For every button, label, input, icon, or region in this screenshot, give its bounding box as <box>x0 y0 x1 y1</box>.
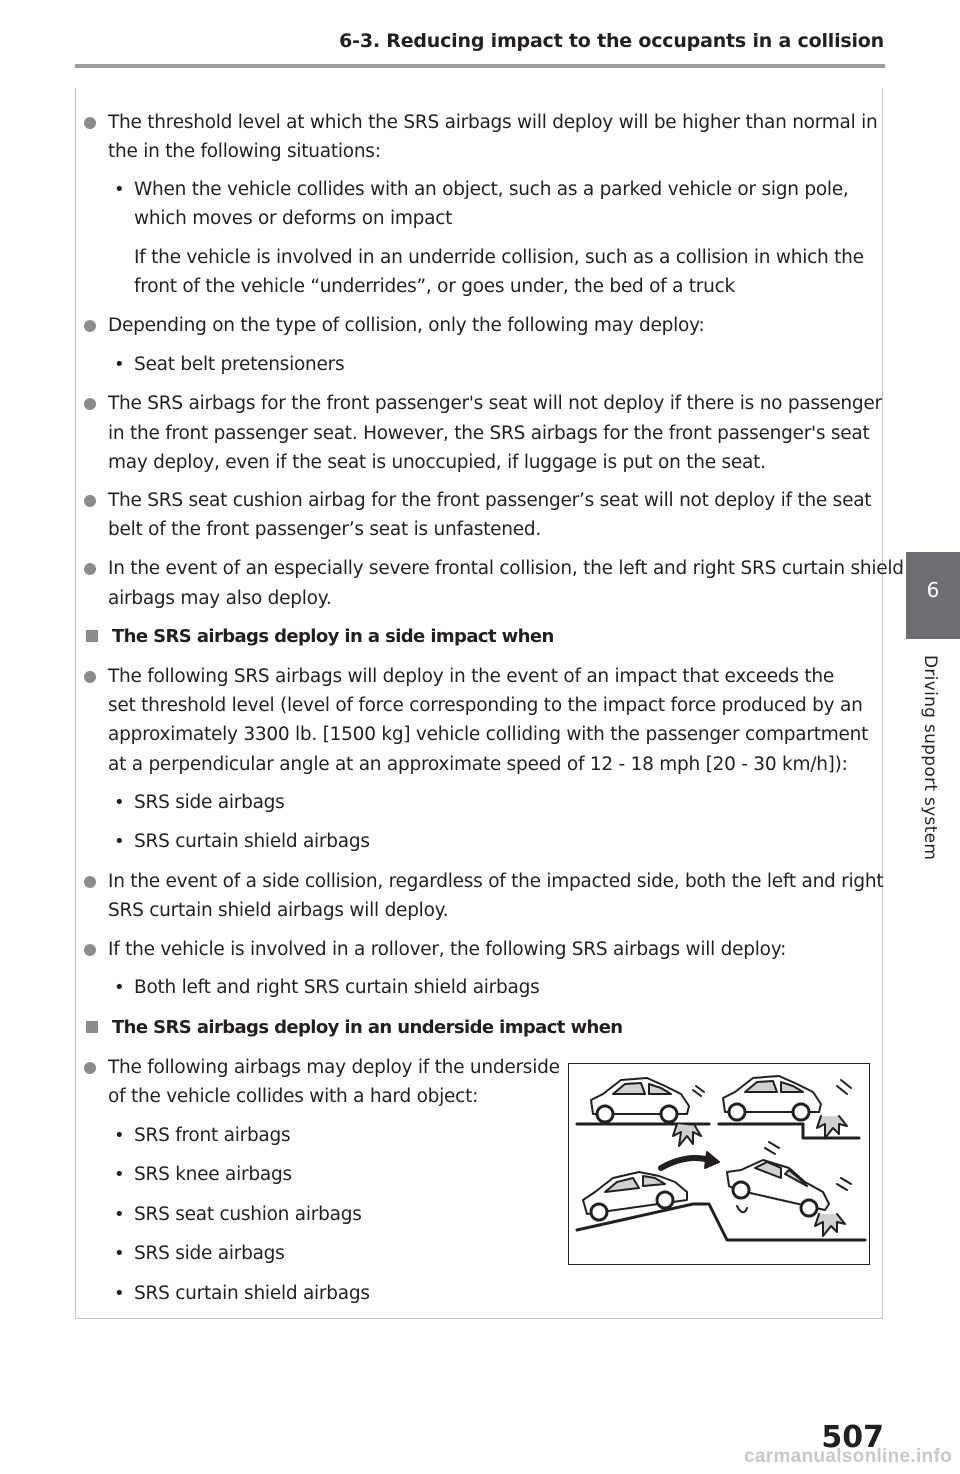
paragraph-line: SRS side airbags <box>134 1243 285 1264</box>
paragraph-line: In the event of an especially severe frontal collision, the left and right SRS curtain shield <box>108 558 904 579</box>
paragraph-line: Seat belt pretensioners <box>134 354 345 375</box>
sub-bullet-icon: • <box>114 1243 125 1264</box>
paragraph-line: in the front passenger seat. However, the SRS airbags for the front passenger's seat <box>108 423 870 444</box>
section-marker-icon <box>86 630 98 642</box>
paragraph-line: Depending on the type of collision, only the following may deploy: <box>108 315 705 336</box>
paragraph-line: airbags may also deploy. <box>108 588 332 609</box>
sub-bullet-icon: • <box>114 179 125 200</box>
paragraph-line: SRS curtain shield airbags will deploy. <box>108 900 449 921</box>
car-icon <box>727 1160 829 1216</box>
section-marker-icon <box>86 1021 98 1033</box>
car-icon <box>583 1172 687 1220</box>
paragraph-line: SRS seat cushion airbags <box>134 1204 362 1225</box>
paragraph-line: SRS side airbags <box>134 792 285 813</box>
bullet-icon <box>84 117 96 129</box>
bullet-icon <box>84 876 96 888</box>
paragraph-line: In the event of a side collision, regardless of the impacted side, both the left and right <box>108 871 884 892</box>
paragraph-line: The threshold level at which the SRS airbags will deploy will be higher than normal in <box>108 112 878 133</box>
bullet-icon <box>84 495 96 507</box>
paragraph-line: belt of the front passenger’s seat is unfastened. <box>108 519 542 540</box>
subsection-heading: The SRS airbags deploy in a side impact when <box>112 626 554 647</box>
paragraph-line: The following SRS airbags will deploy in the event of an impact that exceeds the <box>108 666 835 687</box>
paragraph-line: If the vehicle is involved in an underride collision, such as a collision in which the <box>134 247 864 268</box>
sub-bullet-icon: • <box>114 831 125 852</box>
sub-bullet-icon: • <box>114 354 125 375</box>
bullet-icon <box>84 320 96 332</box>
chapter-label: Driving support system <box>920 655 940 861</box>
paragraph-line: The SRS airbags for the front passenger's seat will not deploy if there is no passenger <box>108 393 882 414</box>
paragraph-line: which moves or deforms on impact <box>134 208 453 229</box>
paragraph-line: of the vehicle collides with a hard object: <box>108 1086 479 1107</box>
paragraph-line: SRS front airbags <box>134 1125 291 1146</box>
bullet-icon <box>84 398 96 410</box>
sub-bullet-icon: • <box>114 1283 125 1304</box>
bullet-icon <box>84 944 96 956</box>
underside-impact-illustration <box>568 1063 870 1265</box>
paragraph-line: If the vehicle is involved in a rollover, the following SRS airbags will deploy: <box>108 939 787 960</box>
paragraph-line: approximately 3300 lb. [1500 kg] vehicle colliding with the passenger compartment <box>108 724 869 745</box>
paragraph-line: SRS knee airbags <box>134 1164 292 1185</box>
page-number: 507 <box>821 1420 884 1455</box>
bullet-icon <box>84 563 96 575</box>
sub-bullet-icon: • <box>114 792 125 813</box>
paragraph-line: at a perpendicular angle at an approximate speed of 12 - 18 mph [20 - 30 km/h]): <box>108 754 848 775</box>
paragraph-line: the in the following situations: <box>108 141 381 162</box>
subsection-heading: The SRS airbags deploy in an underside impact when <box>112 1017 623 1038</box>
paragraph-line: front of the vehicle “underrides”, or goes under, the bed of a truck <box>134 276 736 297</box>
paragraph-line: may deploy, even if the seat is unoccupied, if luggage is put on the seat. <box>108 452 766 473</box>
bullet-icon <box>84 1062 96 1074</box>
sub-bullet-icon: • <box>114 977 125 998</box>
section-title: 6-3. Reducing impact to the occupants in a collision <box>339 30 884 52</box>
sub-bullet-icon: • <box>114 1164 125 1185</box>
paragraph-line: SRS curtain shield airbags <box>134 831 370 852</box>
bullet-icon <box>84 671 96 683</box>
paragraph-line: When the vehicle collides with an object, such as a parked vehicle or sign pole, <box>134 179 849 200</box>
paragraph-line: set threshold level (level of force corresponding to the impact force produced by an <box>108 695 863 716</box>
car-icon <box>591 1078 689 1122</box>
paragraph-line: SRS curtain shield airbags <box>134 1283 370 1304</box>
sub-bullet-icon: • <box>114 1204 125 1225</box>
chapter-number: 6 <box>926 578 940 602</box>
paragraph-line: The following airbags may deploy if the underside <box>108 1057 560 1078</box>
paragraph-line: The SRS seat cushion airbag for the front passenger’s seat will not deploy if the seat <box>108 490 872 511</box>
watermark: carmanualsonline.info <box>744 1446 952 1467</box>
paragraph-line: Both left and right SRS curtain shield airbags <box>134 977 540 998</box>
header-divider <box>75 64 885 68</box>
sub-bullet-icon: • <box>114 1125 125 1146</box>
car-icon <box>723 1076 821 1120</box>
